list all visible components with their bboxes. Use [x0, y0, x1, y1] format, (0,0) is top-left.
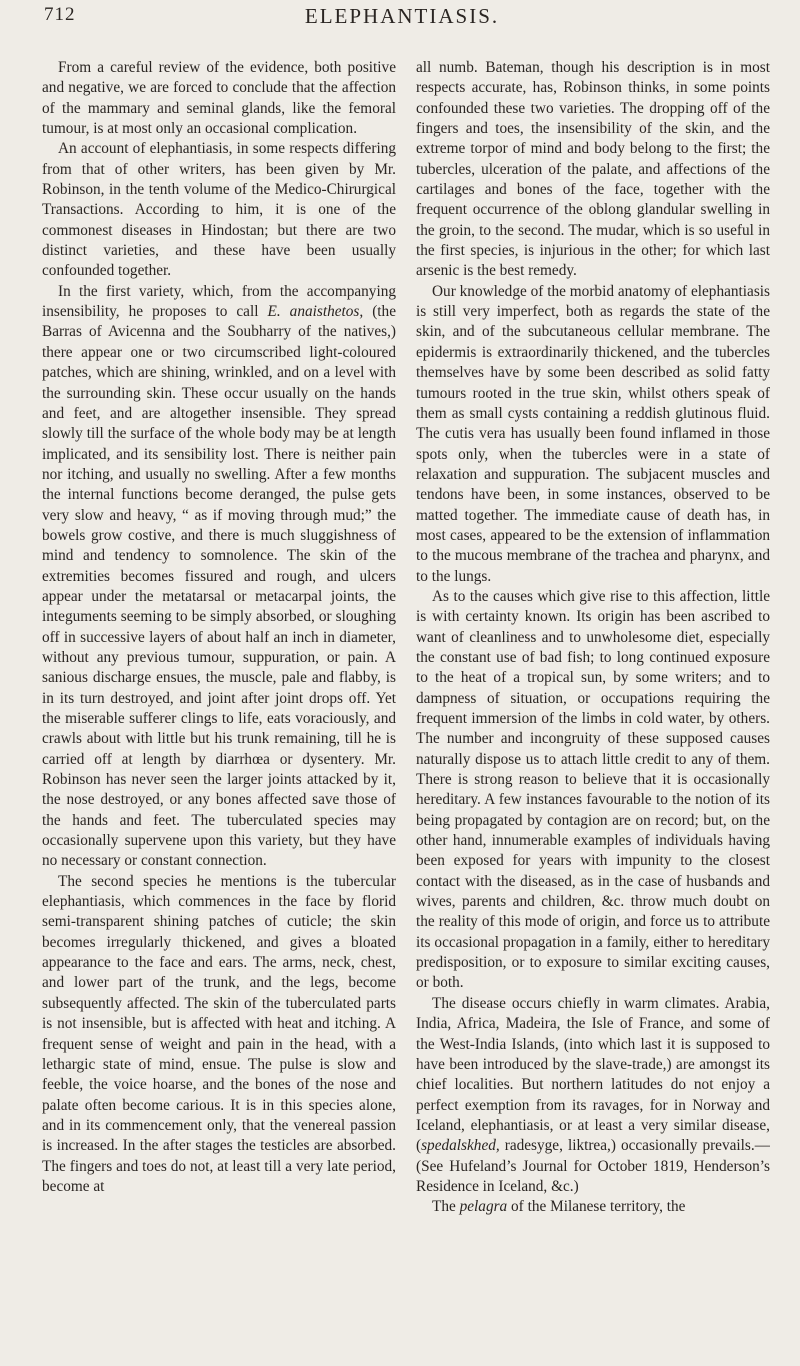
paragraph-robinson-account: An account of elephantiasis, in some respects differing from that of other writers, has been given by Mr. Robinson, in the tenth volume of the Medico-Chirurgical Transactions. According to him, it is one of the commonest diseases in Hindostan; but there are two distinct varieties, and these have been usually confounded together.	[42, 140, 396, 280]
text-segment: The	[432, 1198, 460, 1216]
paragraph-localities	[416, 994, 770, 1197]
text-segment: (the Barras of Avicenna and the Soubharry of the natives,) there appear one or two circumscribed light-coloured patches, which are shining, wrinkled, and on a level with the surrounding skin. These occur usually on the hands and feet, and are altogether insensible. They spread slowly till the surface of the whole body may be at length implicated, and its sensibility lost. There is neither pain nor itching, and usually no swelling. After a few months the internal functions become deranged, the pulse gets very slow and heavy, “ as if moving through mud;” the bowels grow costive, and there is much sluggishness of mind and tendency to somnolence. The skin of the extremities becomes fissured and rough, and ulcers appear under the metatarsal or metacarpal joints, the integuments seeming to be simply absorbed, or sloughing off in successive layers of about half an inch in diameter, without any previous tumour, suppuration, or pain. A sanious discharge ensues, the muscle, pale and flabby, is in its turn destroyed, and joint after joint drops off. Yet the miserable sufferer clings to life, eats voraciously, and crawls about with little but his trunk remaining, till he is carried off at length by diarrhœa or dysentery. Mr. Robinson has never seen the larger joints attacked by it, the nose destroyed, or any bones affected save those of the hands and feet. The tuberculated species may occasionally supervene upon this variety, but they have no necessary or constant connection.	[42, 303, 396, 870]
italic-term: E. anaisthetos,	[267, 303, 364, 321]
text-columns	[42, 58, 770, 1338]
paragraph-continuation: all numb. Bateman, though his description is in most respects accurate, has, Robinson thinks, in some points confounded these two varieties. The dropping off of the fingers and toes, the insensibility of the skin, and the extreme torpor of mind and body belong to the first; the tubercles, ulceration of the palate, and affections of the cartilages and bones of the face, together with the frequent occurrence of the oblong glandular swelling in the groin, to the second. The mudar, which is so useful in the first species, is injurious in the other; for which last arsenic is the best remedy.	[416, 59, 770, 280]
paragraph-causes: As to the causes which give rise to this affection, little is with certainty known. Its origin has been ascribed to want of cleanliness and to unwholesome diet, especially the constant use of bad fish; to long continued exposure to the heat of a tropical sun, by some writers; and to dampness of situation, or occupations requiring the frequent immersion of the limbs in cold water, by others. The number and incongruity of these supposed causes naturally dispose us to attach little credit to any of them. There is strong reason to believe that it is occasionally hereditary. A few instances favourable to the notion of its being propagated by contagion are on record; but, on the other hand, innumerable examples of individuals having been exposed for years with impunity to the closest contact with the diseased, as in the case of husbands and wives, parents and children, &c. throw much doubt on the reality of this mode of origin, and force us to attribute its occasional propagation in a family, either to hereditary predisposition, or to exposure to similar exciting causes, or both.	[416, 587, 770, 992]
right-column	[416, 58, 770, 1338]
italic-term: spedalskhed,	[421, 1137, 500, 1155]
page-number: 712	[44, 4, 76, 25]
paragraph-mammary-glands: From a careful review of the evidence, both positive and negative, we are forced to conclude that the affection of the mammary and seminal glands, like the femoral tumour, is at most only an occasional complication.	[42, 59, 396, 138]
running-title: ELEPHANTIASIS.	[304, 4, 500, 28]
paragraph-morbid-anatomy: Our knowledge of the morbid anatomy of elephantiasis is still very imperfect, both as regards the state of the skin, and of the subcutaneous cellular membrane. The epidermis is extraordinarily thickened, and the tubercles themselves have by some been described as solid fatty tumours rooted in the true skin, whilst others speak of them as small cysts containing a reddish glutinous fluid. The cutis vera has usually been found inflamed in those spots only, when the tubercles were in a state of relaxation and suppuration. The subjacent muscles and tendons have been, in some instances, observed to be matted together. The immediate cause of death has, in most cases, appeared to be the extension of inflammation to the mucous membrane of the trachea and pharynx, and to the lungs.	[416, 282, 770, 585]
text-segment: In the first variety, which, from the accompanying insensibility, he proposes to call	[42, 282, 396, 321]
paragraph-first-variety	[42, 282, 396, 872]
left-column	[42, 58, 396, 1338]
paragraph-pelagra	[416, 1197, 770, 1217]
italic-term: pelagra	[459, 1198, 508, 1216]
paragraph-second-species: The second species he mentions is the tubercular elephantiasis, which commences in the face by florid semi-transparent shining patches of cuticle; the skin becomes irregularly thickened, and gives a bloated appearance to the face and ears. The arms, neck, chest, and lower part of the trunk, and the legs, become subsequently affected. The skin of the tuberculated parts is not insensible, but is affected with heat and itching. A frequent sense of weight and pain in the head, with a lethargic state of mind, ensue. The pulse is slow and feeble, the voice hoarse, and the bones of the nose and palate often become carious. It is in this species alone, and in its commencement only, that the venereal passion is increased. In the after stages the testicles are absorbed. The fingers and toes do not, at least till a very late period, become at	[42, 872, 396, 1195]
text-segment: radesyge, liktrea,) occasionally prevails.— (See Hufeland’s Journal for October 1819, Henderson’s Residence in Iceland, &c.)	[416, 1137, 770, 1195]
text-segment: The disease occurs chiefly in warm climates. Arabia, India, Africa, Madeira, the Isle of France, and some of the West-India Islands, (into which last it is supposed to have been introduced by the slave-trade,) are amongst its chief localities. But northern latitudes do not enjoy a perfect exemption from its ravages, for in Norway and Iceland, elephantiasis, or at least a very similar disease, (	[416, 994, 770, 1155]
page-header	[44, 4, 760, 44]
text-segment: of the Milanese territory, the	[507, 1198, 686, 1216]
